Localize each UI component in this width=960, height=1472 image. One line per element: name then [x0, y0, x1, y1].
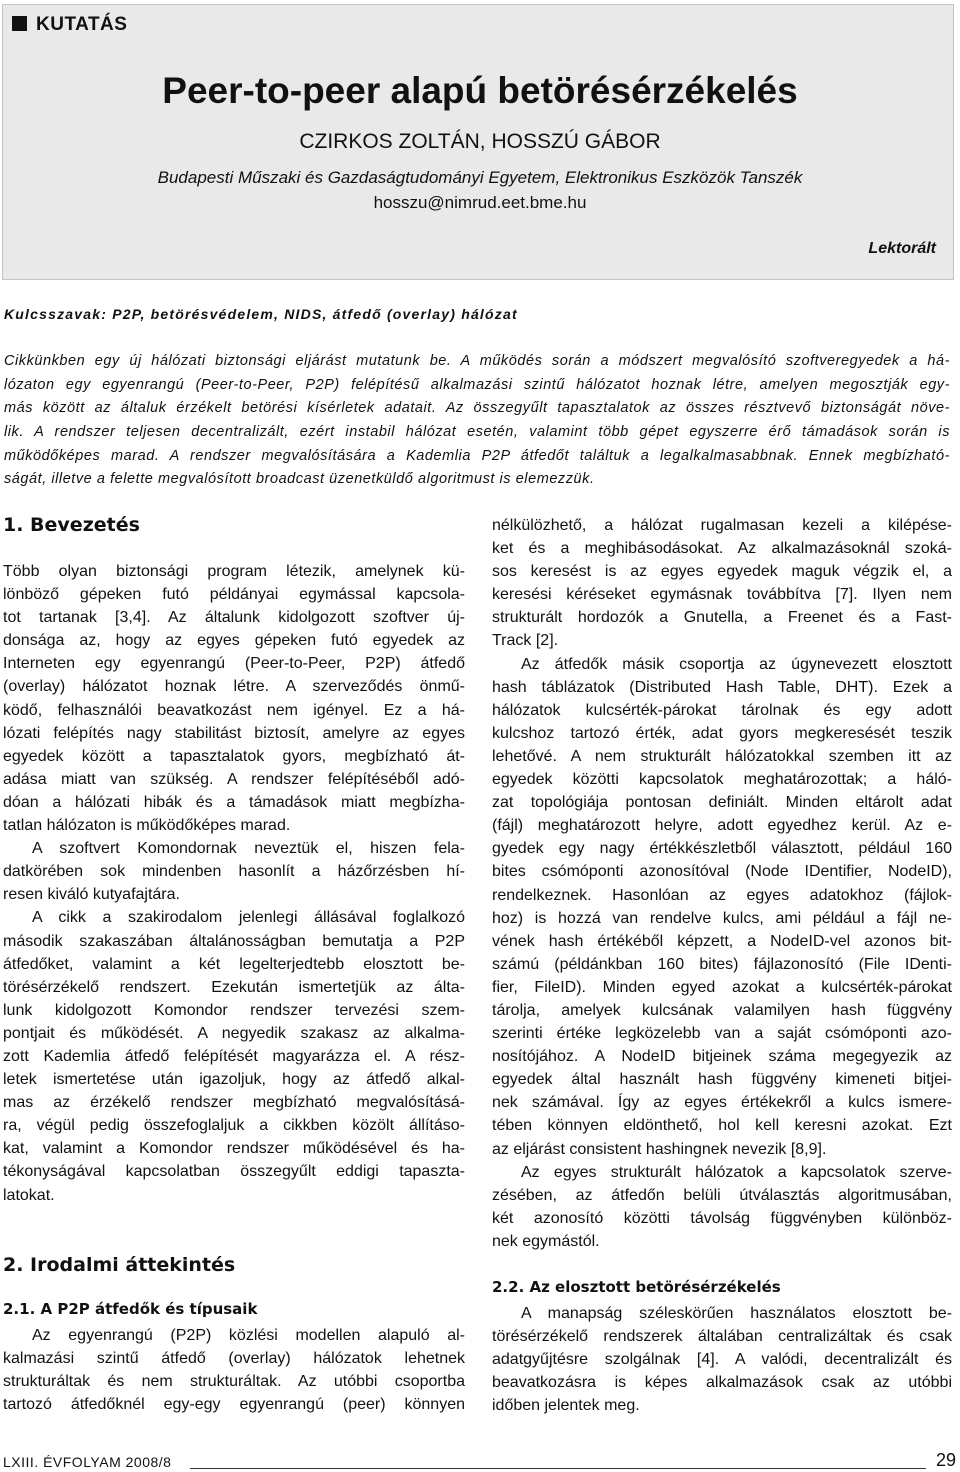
text-line: tot tartanak [3,4]. Az általunk kidolgozott szoftver új- [3, 609, 465, 627]
heading-section-2-1: 2.1. A P2P átfedők és típusaik [3, 1300, 258, 1318]
text-line: A cikk a szakirodalom jelenlegi állásával foglalkozó [32, 909, 465, 927]
right-column [492, 514, 952, 1414]
right-paragraph-1 [492, 514, 952, 1253]
text-line: Interneten egy egyenrangú (Peer-to-Peer, P2P) átfedő [3, 655, 465, 673]
text-line: datkörében sok mindenben hasonlít a házőrzésben hí- [3, 863, 465, 881]
text-line: számú (példánkban 160 bites) fájlazonosító (File IDenti- [492, 955, 952, 973]
heading-section-2-2: 2.2. Az elosztott betörésérzékelés [492, 1278, 781, 1296]
text-line: tében könnyen eldönthető, hol kell keresni azokat. Ezt [492, 1117, 952, 1135]
text-line: ködő, felhasználói beavatkozást nem igényel. Ez a há- [3, 701, 465, 719]
text-line: (overlay) hálózatot hoznak létre. A szerveződés önmű- [3, 678, 465, 696]
text-line: ra, végül pedig összefoglaljuk a cikkben közölt állításo- [3, 1117, 465, 1135]
text-line: sos keresést is az egyes egyedek maguk végzik el, a [492, 563, 952, 581]
square-bullet-icon [12, 16, 27, 31]
affiliation: Budapesti Műszaki és Gazdaságtudományi Egyetem, Elektronikus Eszközök Tanszék [157, 168, 803, 187]
text-line: (fájl) meghatározott helyre, adott egyedhez kerül. Az e- [492, 817, 952, 835]
text-line: hash táblázatok (Distributed Hash Table, DHT). Ezek a [492, 678, 952, 696]
text-line: strukturáltak és nem strukturáltak. Az utóbbi csoportba [3, 1373, 465, 1391]
text-line: pontjait és működését. A negyedik szakasz az alkalma- [3, 1024, 465, 1042]
section-2-1-paragraph [3, 1324, 465, 1416]
journal-volume: LXIII. ÉVFOLYAM 2008/8 [3, 1454, 172, 1470]
text-line: gyedek egy nagy értékkészletből választott, például 160 [492, 840, 952, 858]
text-line: zésében, az átfedőn belüli útválasztás algoritmusában, [492, 1186, 952, 1204]
text-line: strukturált hordozók a Gnutella, a Freenet és a Fast- [492, 609, 952, 627]
text-line: resen kiváló kutyafajtára. [3, 886, 180, 904]
text-line: A szoftvert Komondornak neveztük el, hiszen fela- [32, 840, 465, 858]
left-column [3, 514, 465, 1414]
reviewed-label: Lektorált [868, 240, 936, 257]
text-line: nek egymástól. [492, 1232, 600, 1250]
text-line: hoz) is hozzá van rendelve kulcs, ami például a fájl ne- [492, 909, 952, 927]
footer-rule [190, 1468, 926, 1469]
text-line: tartozó átfedőknél egy-egy egyenrangú (peer) könnyen [3, 1396, 465, 1414]
text-line: kalmazási szintű átfedő (overlay) hálózatok lehetnek [3, 1350, 465, 1368]
text-line: egyedek által használt hash függvény kimeneti bitjei- [492, 1071, 952, 1089]
heading-introduction: 1. Bevezetés [3, 514, 140, 536]
text-line: ket és a meghibásodásokat. Az alkalmazásoknál szoká- [492, 540, 952, 558]
section-label: KUTATÁS [12, 14, 127, 36]
text-line: Track [2]. [492, 632, 559, 650]
text-line: bites csómóponti azonosítóval (Node IDentifier, NodeID), [492, 863, 952, 881]
text-line: kulcshoz tartozó érték, adat gyors megkeresését teszik [492, 724, 952, 742]
text-line: vének hash értékéből képzett, a NodeID-vel azonos bit- [492, 932, 952, 950]
text-line: lehetővé. A nem strukturált hálózatokkal szemben itt az [492, 747, 952, 765]
text-line: lönböző gépeken futó példányai egymással kapcsola- [3, 586, 465, 604]
article-title: Peer-to-peer alapú betörésérzékelés [162, 70, 798, 111]
abstract [4, 353, 950, 495]
author-email: hosszu@nimrud.eet.bme.hu [373, 193, 587, 212]
text-line: lózati felépítés nagy stabilitást biztosít, amelyre az egyes [3, 724, 465, 742]
text-line: nosítójához. A NodeID bitjeinek száma megegyezik az [492, 1048, 952, 1066]
text-line: Az egyes strukturált hálózatok a kapcsolatok szerve- [521, 1163, 952, 1181]
text-line: két azonosító közötti távolság függvényben különböz- [492, 1209, 952, 1227]
text-line: fier, FileID). Minden egyed azokat a kulcsérték-párokat [492, 978, 952, 996]
text-line: az eljárást consistent hashingnek nevezik [8,9]. [492, 1140, 827, 1158]
intro-paragraph-1 [3, 560, 465, 1207]
abstract-line: ságát, illetve a felette megvalósított broadcast üzenetküldő algoritmust is elemezzük. [4, 471, 595, 488]
text-line: adatgyűjtésre szolgálnak [4]. A valódi, decentralizált és [492, 1351, 952, 1369]
text-line: Több olyan biztonsági program létezik, amelynek kü- [3, 563, 465, 580]
text-line: átfedőket, valamint a két legelterjedtebb elosztott be- [3, 955, 465, 973]
text-line: zott Kademlia átfedő felépítését magyarázza el. A rész- [3, 1047, 465, 1065]
text-line: második szakaszában általánosságban bemutatja a P2P [3, 932, 465, 950]
text-line: tárolja, amelyek kulcsának valamilyen hash függvény [492, 1001, 952, 1019]
text-line: adása miatt van szükség. A rendszer felépítéséből adó- [3, 770, 465, 788]
text-line: nélkülözhető, a hálózat rugalmasan kezeli a kilépése- [492, 517, 952, 534]
text-line: latokat. [3, 1186, 55, 1204]
text-line: dóan a hálózati hibák és a támadások miatt megbízha- [3, 793, 465, 811]
abstract-line: működőképes marad. A rendszer megvalósítására a Kademlia P2P átfedőt találtuk a legalkalmasabbnak. Ennek megbízható- [4, 447, 950, 464]
text-line: Az átfedők másik csoportja az úgynevezett elosztott [521, 655, 952, 673]
section-2-2-paragraph [492, 1302, 952, 1417]
text-line: nek számával. Így az egyes értékekről a kulcs ismere- [492, 1094, 952, 1112]
abstract-line: más között az általuk érzékelt betörési kísérletek adatait. Az összegyűlt tapasztalatok az összes résztvevő biztonságát növe- [4, 400, 950, 417]
text-line: tatlan hálózaton is működőképes marad. [3, 817, 291, 835]
text-line: zat topológiája pontosan definiált. Minden eltárolt adat [492, 794, 952, 812]
text-line: keresési kéréseket egymásnak továbbítva [7]. Ilyen nem [492, 586, 952, 604]
abstract-line: lik. A rendszer teljesen decentralizált, ezért instabil hálózat esetén, valamint több gépet egyszerre érő támadások során is [4, 424, 950, 441]
text-line: lunk kidolgozott Komondor rendszer tervezési szem- [3, 1001, 465, 1019]
text-line: donsága az, hogy az egyes gépeken futó egyedek az [3, 632, 465, 650]
heading-literature-review: 2. Irodalmi áttekintés [3, 1254, 236, 1276]
text-line: törésérzékelő rendszert. Ezekután ismertetjük az álta- [3, 978, 465, 996]
text-line: törésérzékelő rendszerek általában centralizáltak és csak [492, 1328, 952, 1346]
text-line: kat, valamint a Komondor rendszer működésével és ha- [3, 1140, 465, 1158]
text-line: Az egyenrangú (P2P) közlési modellen alapuló al- [32, 1327, 465, 1344]
text-line: tékonyságával kapcsolatban összegyűlt eddigi tapaszta- [3, 1163, 465, 1181]
authors: CZIRKOS ZOLTÁN, HOSSZÚ GÁBOR [299, 130, 661, 153]
text-line: A manapság széleskörűen használatos elosztott be- [521, 1305, 952, 1322]
text-line: időben jelentek meg. [492, 1397, 640, 1415]
text-line: letek ismertetése után igazoljuk, hogy az átfedő alkal- [3, 1071, 465, 1089]
text-line: szerinti értéke legközelebb van a saját csómóponti azo- [492, 1025, 952, 1043]
page-number: 29 [935, 1450, 956, 1470]
abstract-line: Cikkünkben egy új hálózati biztonsági eljárást mutatunk be. A működés során a módszert megvalósító szoftveregyedek a há- [4, 353, 950, 369]
text-line: rendelkeznek. Hasonlóan az egyes adatokhoz (fájlok- [492, 886, 952, 904]
text-line: egyedek között a tapasztalatok gyors, megbízható át- [3, 747, 465, 765]
text-line: hálózatok kulcsérték-párokat tárolnak és egy adott [492, 701, 952, 719]
keywords: Kulcsszavak: P2P, betörésvédelem, NIDS, átfedő (overlay) hálózat [4, 306, 518, 322]
abstract-line: lózaton egy egyenrangú (Peer-to-Peer, P2P) felépítésű alkalmazási szintű hálózatot hoznak létre, amelyen megosztják egy- [4, 376, 950, 393]
text-line: mas az érzékelő rendszer megbízható megvalósításá- [3, 1094, 465, 1112]
text-line: egyedek közötti kapcsolatok meghatározottak; a háló- [492, 771, 952, 789]
text-line: beavatkozásra is képes alkalmazások csak az utóbbi [492, 1374, 952, 1392]
